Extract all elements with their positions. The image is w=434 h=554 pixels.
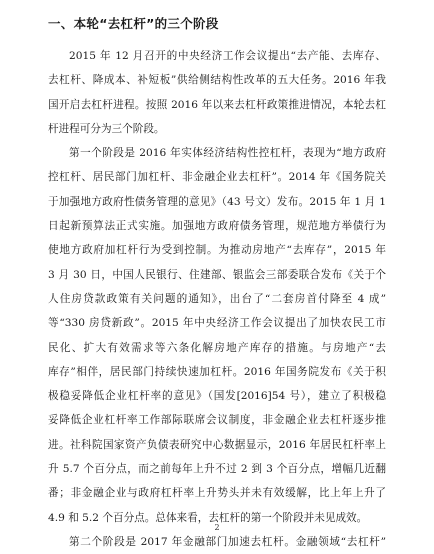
- text-line: 升 5.7 个百分点，而之前每年上升不过 2 到 3 个百分点，增幅几近翻: [48, 463, 386, 476]
- text-line: 民化、扩大有效需求等六条化解房地产库存的措施。与房地产“去: [48, 341, 386, 354]
- page-number: 2: [214, 523, 220, 532]
- body-text: [48, 44, 386, 554]
- text-line: 2015 年 12 月召开的中央经济工作会议提出“去产能、去库存、: [69, 50, 386, 62]
- text-line: 人住房贷款政策有关问题的通知》，出台了“二套房首付降至 4 成”: [48, 292, 386, 305]
- text-line: 进。社科院国家资产负债表研究中心数据显示，2016 年居民杠杆率上: [48, 438, 386, 451]
- text-line: 极稳妥降低企业杠杆率的意见》（国发[2016]54 号），建立了积极稳: [48, 390, 386, 403]
- text-line: 国开启去杠杆进程。按照 2016 年以来去杠杆政策推进情况，本轮去杠: [48, 98, 386, 111]
- text-line: 杆进程可分为三个阶段。: [48, 122, 165, 135]
- text-line: 妥降低企业杠杆率工作部际联席会议制度，非金融企业去杠杆逐步推: [48, 414, 386, 427]
- text-line: 3 月 30 日，中国人民银行、住建部、银监会三部委联合发布《关于个: [48, 268, 386, 281]
- text-line: 日起新预算法正式实施。加强地方政府债务管理，规范地方举债行为: [48, 220, 386, 233]
- text-line: 于加强地方政府性债务管理的意见》（43 号文）发布。2015 年 1 月 1: [48, 195, 386, 208]
- text-line: 控杠杆、居民部门加杠杆、非金融企业去杠杆”。2014 年《国务院关: [48, 171, 386, 184]
- text-line: 4.9 和 5.2 个百分点。总体来看，去杠杆的第一个阶段并未见成效。: [48, 511, 368, 524]
- text-line: 库存”相伴，居民部门持续快速加杠杆。2016 年国务院发布《关于积: [48, 365, 386, 378]
- text-line: 去杠杆、降成本、补短板”供给侧结构性改革的五大任务。2016 年我: [48, 74, 386, 87]
- text-line: 第二个阶段是 2017 年金融部门加速去杠杆。金融领域“去杠杆”: [69, 535, 386, 548]
- section-heading: 一、本轮“去杠杆”的三个阶段: [48, 16, 219, 31]
- text-line: 使地方政府加杠杆行为受到控制。为推动房地产“去库存”，2015 年: [48, 244, 386, 257]
- text-line: 第一个阶段是 2016 年实体经济结构性控杠杆，表现为“地方政府: [69, 147, 386, 160]
- text-line: 等“330 房贷新政”。2015 年中央经济工作会议提出了加快农民工市: [48, 317, 386, 330]
- text-line: 番；非金融企业与政府杠杆率上升势头并未有效缓解，比上年上升了: [48, 487, 386, 500]
